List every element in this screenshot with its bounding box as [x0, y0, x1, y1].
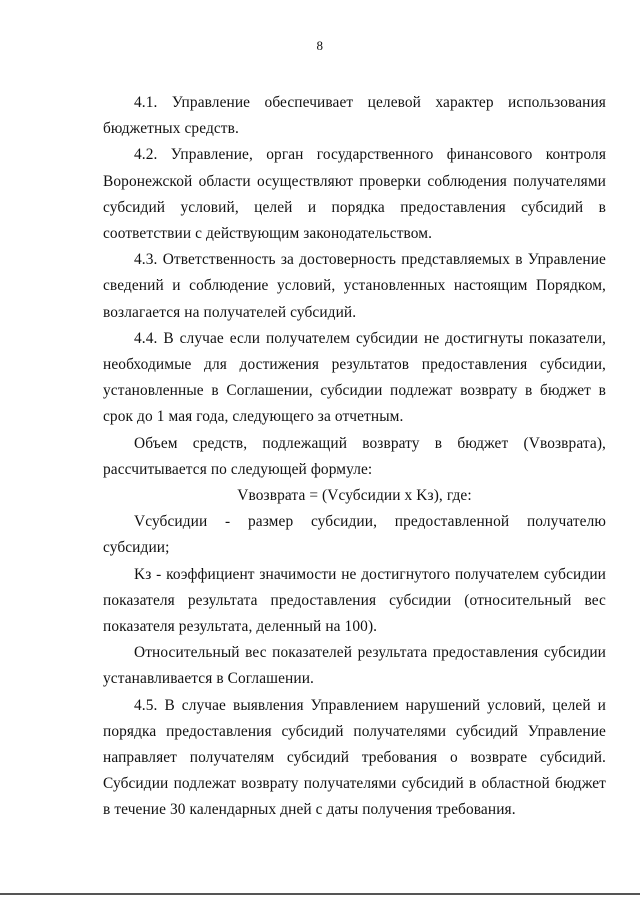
coefficient-definition: Kз - коэффициент значимости не достигнутого получателем субсидии показателя результата предоставления субсидии (относительный вес показателя результата, деленный на 100). — [103, 565, 606, 636]
bottom-edge-line — [0, 893, 640, 895]
document-body — [103, 90, 606, 824]
page-number: 8 — [316, 38, 324, 53]
paragraph-4-1: 4.1. Управление обеспечивает целевой характер использования бюджетных средств. — [103, 94, 606, 138]
paragraph-4-2: 4.2. Управление, орган государственного финансового контроля Воронежской области осуществляют проверки соблюдения получателями субсидий условий, целей и порядка предоставления субсидий в соответствии с действующим законодательством. — [103, 146, 606, 243]
refund-formula: Vвозврата = (Vсубсидии x Kз), где: — [237, 487, 472, 505]
paragraph-4-4: 4.4. В случае если получателем субсидии не достигнуты показатели, необходимые для достижения результатов предоставления субсидии, установленные в Соглашении, субсидии подлежат возврату в бюджет в срок до 1 мая года, следующего за отчетным. — [103, 329, 606, 426]
paragraph-relative-weight: Относительный вес показателей результата предоставления субсидии устанавливается в Соглашении. — [103, 644, 606, 688]
subsidy-definition: Vсубсидии - размер субсидии, предоставленной получателю субсидии; — [103, 513, 606, 557]
paragraph-4-5: 4.5. В случае выявления Управлением нарушений условий, целей и порядка предоставления субсидий получателями субсидий Управление направляет получателям субсидий требования о возврате субсидий. Субсидии подлежат возврату получателями субсидий в областной бюджет в течение 30 календарных дней с даты получения требования. — [103, 696, 606, 819]
paragraph-refund-amount: Объем средств, подлежащий возврату в бюджет (Vвозврата), рассчитывается по следующей формуле: — [103, 434, 606, 478]
paragraph-4-3: 4.3. Ответственность за достоверность представляемых в Управление сведений и соблюдение условий, установленных настоящим Порядком, возлагается на получателей субсидий. — [103, 251, 606, 321]
